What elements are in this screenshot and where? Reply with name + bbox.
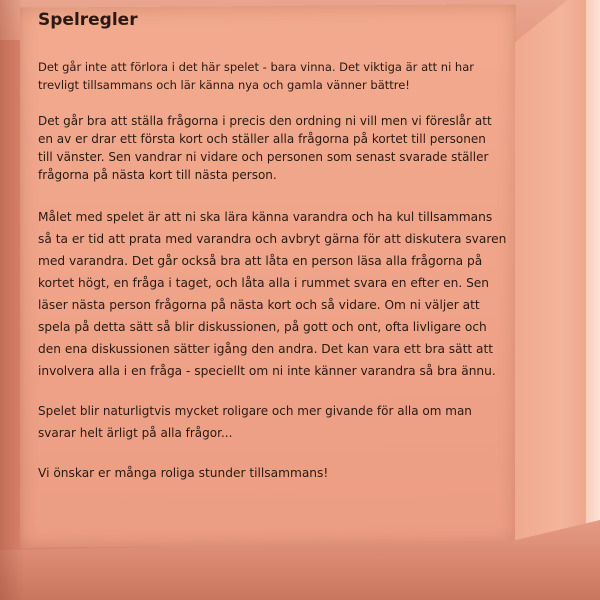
text-line: involvera alla i en fråga - speciellt om ni inte känner varandra så bra ännu.	[38, 364, 496, 378]
text-line: en av er drar ett första kort och ställer alla frågorna på kortet till personen	[38, 132, 486, 146]
paragraph-goal	[38, 206, 508, 382]
text-line: Spelet blir naturligtvis mycket roligare och mer givande för alla om man	[38, 404, 472, 418]
text-line: spela på detta sätt så blir diskussionen, på gott och ont, ofta livligare och	[38, 320, 487, 334]
text-line: trevligt tillsammans och lär känna nya och gamla vänner bättre!	[38, 78, 410, 92]
text-line: till vänster. Sen vandrar ni vidare och personen som senast svarade ställer	[38, 150, 489, 164]
paragraph-order	[38, 112, 508, 184]
text-line: den ena diskussionen sätter igång den andra. Det kan vara ett bra sätt att	[38, 342, 494, 356]
text-line: frågorna på nästa kort till nästa person.	[38, 168, 277, 182]
text-line: kortet högt, en fråga i taget, och låta alla i rummet svara en efter en. Sen	[38, 276, 490, 290]
paragraph-honesty	[38, 400, 508, 444]
text-line: Det går inte att förlora i det här spelet - bara vinna. Det viktiga är att ni har	[38, 60, 474, 74]
paragraph-intro	[38, 58, 508, 94]
text-line: Vi önskar er många roliga stunder tillsammans!	[38, 466, 329, 480]
text-line: Det går bra att ställa frågorna i precis den ordning ni vill men vi föreslår att	[38, 114, 492, 128]
text-line: Målet med spelet är att ni ska lära känna varandra och ha kul tillsammans	[38, 210, 493, 224]
rules-title: Spelregler	[38, 10, 138, 30]
text-line: svarar helt ärligt på alla frågor...	[38, 426, 233, 440]
text-line: med varandra. Det går också bra att låta en person läsa alla frågorna på	[38, 254, 483, 268]
text-line: läser nästa person frågorna på nästa kort och så vidare. Om ni väljer att	[38, 298, 480, 312]
left-shadow	[0, 0, 24, 600]
rules-text	[38, 10, 508, 502]
box-rim	[586, 0, 600, 600]
text-line: så ta er tid att prata med varandra och avbryt gärna för att diskutera svaren	[38, 232, 507, 246]
paragraph-closing	[38, 462, 508, 484]
